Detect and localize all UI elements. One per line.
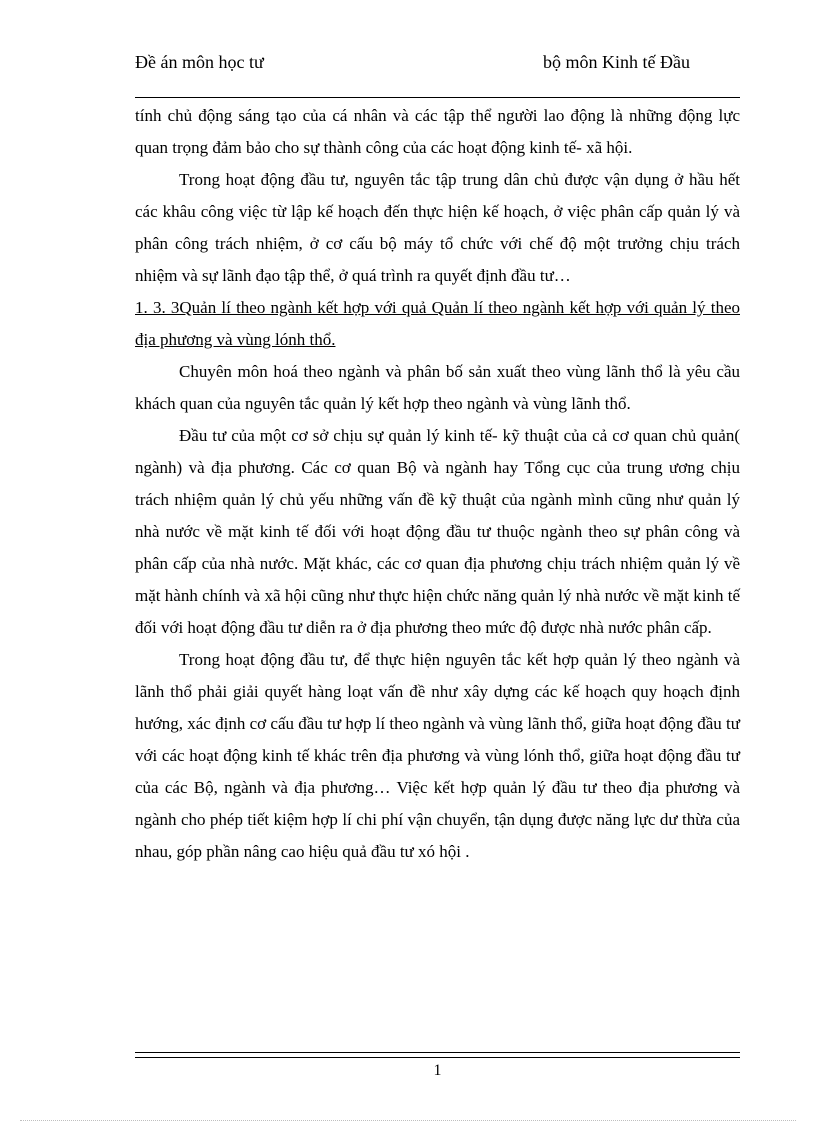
- paragraph-centralized-democracy: Trong hoạt động đầu tư, nguyên tắc tập trung dân chủ được vận dụng ở hầu hết các khâu công việc từ lập kế hoạch đến thực hiện kế hoạch, ở việc phân cấp quản lý và phân công trách nhiệm, ở cơ cấu bộ máy tổ chức với chế độ một trưởng chịu trách nhiệm và sự lãnh đạo tập thể, ở quá trình ra quyết định đầu tư…: [135, 170, 740, 285]
- header-course-title: Đề án môn học tư: [135, 52, 264, 72]
- page-number: 1: [433, 1062, 442, 1079]
- paragraph-management-agencies: Đầu tư của một cơ sở chịu sự quản lý kinh tế- kỹ thuật của cả cơ quan chủ quản( ngành) và địa phương. Các cơ quan Bộ và ngành hay Tổng cục của trung ương chịu trách nhiệm quản lý chủ yếu những vấn đề kỹ thuật của ngành mình cũng như quản lý nhà nước về mặt kinh tế đối với hoạt động đầu tư thuộc ngành theo sự phân công và phân cấp của nhà nước. Mặt khác, các cơ quan địa phương chịu trách nhiệm quản lý về mặt hành chính và xã hội cũng như thực hiện chức năng quản lý nhà nước về mặt kinh tế đối với hoạt động đầu tư diễn ra ở địa phương theo mức độ được nhà nước phân cấp.: [135, 426, 740, 637]
- header-divider: [135, 97, 740, 98]
- paragraph-continuation: tính chủ động sáng tạo của cá nhân và các tập thể người lao động là những động lực quan trọng đảm bảo cho sự thành công của các hoạt động kinh tế- xã hội.: [135, 106, 740, 157]
- footer-divider: [135, 1052, 740, 1058]
- document-body: [135, 100, 740, 868]
- paragraph-combined-management: Trong hoạt động đầu tư, để thực hiện nguyên tắc kết hợp quản lý theo ngành và lãnh thổ phải giải quyết hàng loạt vấn đề như xây dựng các kế hoạch quy hoạch định hướng, xác định cơ cấu đầu tư hợp lí theo ngành và vùng lãnh thổ, giữa hoạt động đầu tư với các hoạt động kinh tế khác trên địa phương và vùng lónh thổ, giữa hoạt động đầu tư của các Bộ, ngành và địa phương… Việc kết hợp quản lý đầu tư theo địa phương và ngành cho phép tiết kiệm hợp lí chi phí vận chuyển, tận dụng được năng lực dư thừa của nhau, góp phần nâng cao hiệu quả đầu tư xó hội .: [135, 650, 740, 861]
- section-heading-1-3-3: 1. 3. 3Quản lí theo ngành kết hợp với quả Quản lí theo ngành kết hợp với quản lý theo địa phương và vùng lónh thổ.: [135, 298, 740, 349]
- page-bottom-border: [20, 1120, 796, 1121]
- header-department: bộ môn Kinh tế Đầu: [543, 52, 690, 72]
- paragraph-specialization: Chuyên môn hoá theo ngành và phân bố sản xuất theo vùng lãnh thổ là yêu cầu khách quan của nguyên tắc quản lý kết hợp theo ngành và vùng lãnh thổ.: [135, 362, 740, 413]
